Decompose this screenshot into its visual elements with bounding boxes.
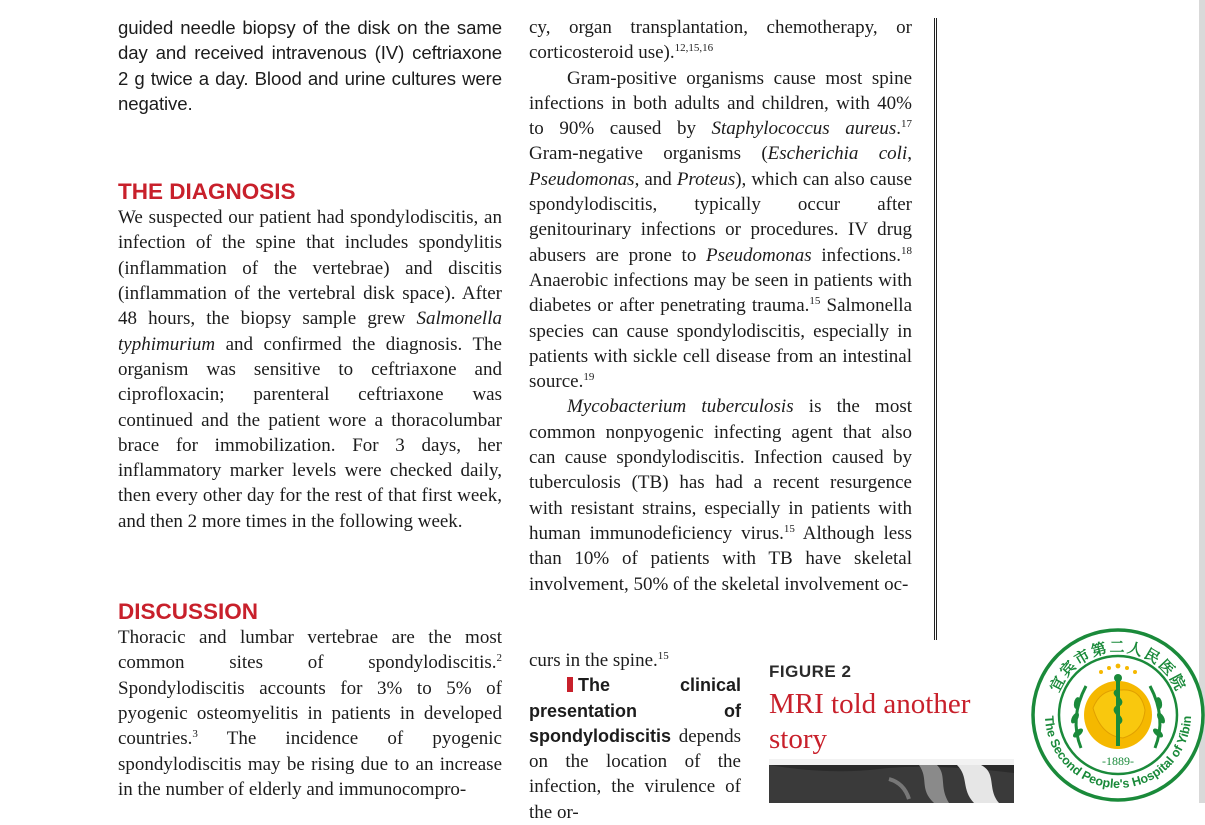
middle-column [529,15,912,597]
gram-positive-paragraph: Gram-positive organisms cause most spine infections in both adults and children, with 40% to 90% caused by Staphylococcus aureus.$^{17}$ Gram-negative organisms (Escherichia coli, Pseudomonas, and Proteus), which can also cause spondylodiscitis, typically occur after genitourinary infections or procedures. IV drug abusers are prone to Pseudomonas infections.$^{18}$ Anaerobic infections may be seen in patients with diabetes or after penetrating trauma.$^{15}$ Salmonella species can cause spondylodiscitis, especially in patients with sickle cell disease from an intestinal source.$^{19}$ [529,67,913,393]
diagnosis-heading: THE DIAGNOSIS [118,179,296,205]
section-marker-icon [567,677,573,692]
spine-sentence: curs in the spine.$^{15}$ [529,650,669,671]
hospital-seal-logo [1031,628,1205,802]
figure-title: MRI told another story [769,688,971,755]
continued-paragraph: cy, organ transplantation, chemotherapy, or corticosteroid use).$^{12,15,16}$ [529,17,912,64]
citation-ref: 12,15,16 [674,42,714,55]
diagnosis-paragraph: We suspected our patient had spondylodiscitis, an infection of the spine that includes spondylitis (inflammation of the vertebrae) and discitis (inflammation of the vertebral disk space). After 48 hours, the biopsy sample grew Salmonella typhimurium and confirmed the diagnosis. The organism was sensitive to ceftriaxone and ciprofloxacin; parenteral ceftriaxone was continued and the patient wore a thoracolumbar brace for immobilization. For 3 days, her inflammatory marker levels were checked daily, then every other day for the rest of that first week, and then 2 more times in the following week. [118,207,502,532]
intro-paragraph: guided needle biopsy of the disk on the same day and received intravenous (IV) ceftriaxone 2 g twice a day. Blood and urine cultures were negative. [118,17,502,114]
column-rule [934,18,937,640]
citation-ref: 3 [192,728,198,741]
tuberculosis-paragraph: Mycobacterium tuberculosis is the most common nonpyogenic infecting agent that also can cause spondylodiscitis. Infection caused by tuberculosis (TB) has had a recent resurgence with resistant strains, especially in patients with human immunodeficiency virus.$^{15}$ Although less than 10% of patients with TB have skeletal involvement, 50% of the skeletal involvement oc- [529,396,912,595]
left-column [118,15,502,802]
discussion-heading: DISCUSSION [118,599,259,625]
clinical-presentation-paragraph: The clinical presentation of spondylodiscitis depends on the location of the infection, the virulence of the or- [529,675,741,823]
citation-ref: 2 [496,652,502,665]
mri-image [769,759,1014,803]
narrow-column [529,648,741,825]
figure-2 [769,660,1019,757]
svg-text:宜宾市第二人民医院: 宜宾市第二人民医院 [1045,638,1191,695]
svg-text:The Second People's Hospital o: The Second People's Hospital of Yibin [1041,715,1195,792]
figure-label: FIGURE 2 [769,662,852,681]
discussion-paragraph: Thoracic and lumbar vertebrae are the most common sites of spondylodiscitis.$^2$ Spondylodiscitis accounts for 3% to 5% of pyogenic osteomyelitis in patients in developed countries.$^3$ The incidence of pyogenic spondylodiscitis may be rising due to an increase in the number of elderly and immunocompro- [118,627,502,800]
svg-text:-1889-: -1889- [1102,754,1134,768]
